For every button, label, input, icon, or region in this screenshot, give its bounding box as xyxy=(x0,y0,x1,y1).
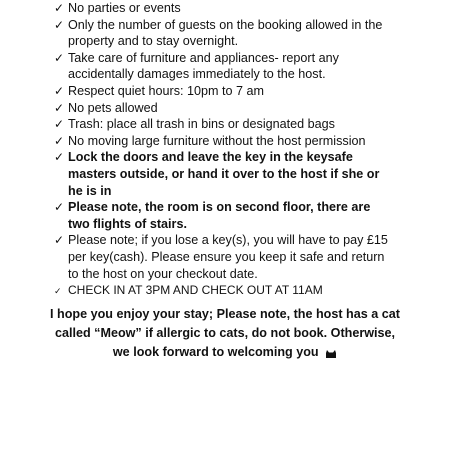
check-icon: ✓ xyxy=(54,100,65,115)
rule-text: No pets allowed xyxy=(68,100,158,115)
rule-item xyxy=(54,83,394,100)
rule-item xyxy=(54,199,394,232)
rule-item xyxy=(54,282,394,299)
cat-icon xyxy=(325,346,337,356)
rule-item xyxy=(54,0,394,17)
rule-text: CHECK IN AT 3PM AND CHECK OUT AT 11AM xyxy=(68,283,323,298)
check-icon: ✓ xyxy=(54,17,65,32)
house-rules-list xyxy=(54,0,394,299)
rule-item xyxy=(54,133,394,150)
check-icon: ✓ xyxy=(54,50,65,65)
rule-text: Respect quiet hours: 10pm to 7 am xyxy=(68,83,265,98)
rule-text: Please note; if you lose a key(s), you will have to pay £15 per key(cash). Please ensure you keep it safe and return to the host on your checkout date. xyxy=(68,233,388,281)
closing-line-2: called “Meow” if allergic to cats, do not book. Otherwise, xyxy=(54,326,396,340)
rule-text: No moving large furniture without the host permission xyxy=(68,133,366,148)
check-icon: ✓ xyxy=(54,1,65,15)
check-icon: ✓ xyxy=(54,286,62,297)
check-icon: ✓ xyxy=(54,200,65,215)
check-icon: ✓ xyxy=(54,117,65,132)
rule-item xyxy=(54,232,394,282)
rule-text: Take care of furniture and appliances- report any accidentally damages immediately to the host. xyxy=(68,50,339,82)
check-icon: ✓ xyxy=(54,150,65,165)
closing-line-3: we look forward to welcoming you xyxy=(112,345,319,359)
closing-line-1: I hope you enjoy your stay; Please note, the host has a cat xyxy=(50,307,400,321)
rule-text: Lock the doors and leave the key in the keysafe masters outside, or hand it over to the host if she or he is in xyxy=(68,150,380,198)
rule-item xyxy=(54,116,394,133)
rule-item xyxy=(54,100,394,117)
rule-item xyxy=(54,17,394,50)
rule-item xyxy=(54,149,394,199)
rule-text: Please note, the room is on second floor, there are two flights of stairs. xyxy=(68,200,371,231)
rule-text: Only the number of guests on the booking allowed in the property and to stay overnight. xyxy=(68,17,383,49)
check-icon: ✓ xyxy=(54,133,65,148)
check-icon: ✓ xyxy=(54,233,65,248)
check-icon: ✓ xyxy=(54,83,65,98)
rule-text: Trash: place all trash in bins or designated bags xyxy=(68,117,335,132)
rule-text: No parties or events xyxy=(68,1,181,15)
closing-message xyxy=(30,305,420,362)
rule-item xyxy=(54,50,394,83)
